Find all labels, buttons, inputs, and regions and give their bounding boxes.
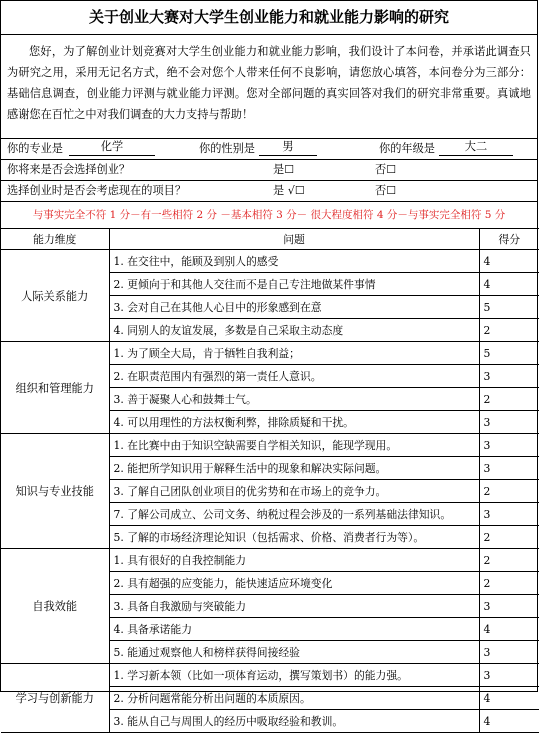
table-row <box>1 342 539 365</box>
score-cell[interactable]: 3 <box>479 365 539 388</box>
score-cell[interactable]: 3 <box>479 503 539 526</box>
score-cell[interactable]: 3 <box>479 664 539 687</box>
question-cell: 4. 可以用理性的方法权衡利弊，排除质疑和干扰。 <box>109 411 479 434</box>
question-cell: 2. 分析问题常能分析出问题的本质原因。 <box>109 687 479 710</box>
q2-label: 选择创业时是否会考虑现在的项目？ <box>7 184 187 197</box>
table-header-row <box>1 229 539 250</box>
score-cell[interactable]: 3 <box>479 434 539 457</box>
question-cell: 3. 具备自我激励与突破能力 <box>109 595 479 618</box>
intro-paragraph: 您好，为了解创业计划竞赛对大学生创业能力和就业能力影响，我们设计了本问卷，并承诺此调查只为研究之用，采用无记名方式，绝不会对您个人带来任何不良影响，请您放心填答，本问卷分为三部分：基础信息调查，创业能力评测与就业能力评测。您对全部问题的真实回答对我们的研究非常重要。真诚地感谢您在百忙之中对我们调查的大力支持与帮助！ <box>7 45 531 121</box>
q2-yes-checkbox[interactable]: 是 √☐ <box>273 184 305 197</box>
page-title: 关于创业大赛对大学生创业能力和就业能力影响的研究 <box>1 1 537 35</box>
score-cell[interactable]: 5 <box>479 342 539 365</box>
header-score: 得分 <box>479 229 539 250</box>
score-cell[interactable]: 2 <box>479 388 539 411</box>
score-cell[interactable]: 5 <box>479 296 539 319</box>
question-cell: 5. 了解的市场经济理论知识（包括需求、价格、消费者行为等）。 <box>109 526 479 549</box>
question-cell: 4. 同别人的友谊发展，多数是自己采取主动态度 <box>109 319 479 342</box>
question-cell: 1. 学习新本领（比如一项体育运动，撰写策划书）的能力强。 <box>109 664 479 687</box>
ability-table <box>1 228 539 733</box>
score-cell[interactable]: 2 <box>479 480 539 503</box>
score-cell[interactable]: 3 <box>479 641 539 664</box>
score-cell[interactable]: 4 <box>479 250 539 273</box>
score-cell[interactable]: 3 <box>479 411 539 434</box>
scoring-scale: 与事实完全不符 1 分－有一些相符 2 分 －基本相符 3 分－ 很大程度相符 4 分－与事实完全相符 5 分 <box>1 201 537 228</box>
dimension-cell: 人际关系能力 <box>1 250 109 342</box>
question-cell: 3. 善于凝聚人心和鼓舞士气。 <box>109 388 479 411</box>
score-cell[interactable]: 2 <box>479 549 539 572</box>
info-row-q2 <box>1 180 537 201</box>
score-cell[interactable]: 3 <box>479 595 539 618</box>
dimension-cell: 知识与专业技能 <box>1 434 109 549</box>
question-cell: 3. 了解自己团队创业项目的优劣势和在市场上的竞争力。 <box>109 480 479 503</box>
score-cell[interactable]: 4 <box>479 710 539 733</box>
question-cell: 2. 更倾向于和其他人交往而不是自己专注地做某件事情 <box>109 273 479 296</box>
question-cell: 7. 了解公司成立、公司文务、纳税过程会涉及的一系列基础法律知识。 <box>109 503 479 526</box>
table-row <box>1 434 539 457</box>
q1-no-checkbox[interactable]: 否☐ <box>375 163 397 176</box>
score-cell[interactable]: 2 <box>479 572 539 595</box>
grade-value[interactable]: 大二 <box>439 139 513 156</box>
dimension-cell: 组织和管理能力 <box>1 342 109 434</box>
grade-label: 你的年级是 <box>379 142 435 155</box>
dimension-cell: 自我效能 <box>1 549 109 664</box>
score-cell[interactable]: 4 <box>479 273 539 296</box>
question-cell: 1. 为了顾全大局，肯于牺牲自我利益； <box>109 342 479 365</box>
question-cell: 2. 具有超强的应变能力，能快速适应环境变化 <box>109 572 479 595</box>
header-dimension: 能力维度 <box>1 229 109 250</box>
header-question: 问题 <box>109 229 479 250</box>
question-cell: 3. 会对自己在其他人心目中的形象感到在意 <box>109 296 479 319</box>
score-cell[interactable]: 2 <box>479 526 539 549</box>
q1-label: 你将来是否会选择创业？ <box>7 163 131 176</box>
table-row <box>1 664 539 687</box>
score-cell[interactable]: 3 <box>479 457 539 480</box>
dimension-cell: 学习与创新能力 <box>1 664 109 733</box>
major-value[interactable]: 化学 <box>69 139 155 156</box>
table-row <box>1 250 539 273</box>
gender-value[interactable]: 男 <box>259 139 317 156</box>
table-row <box>1 549 539 572</box>
info-row-q1 <box>1 159 537 180</box>
question-cell: 1. 在比赛中由于知识空缺需要自学相关知识，能现学现用。 <box>109 434 479 457</box>
question-cell: 5. 能通过观察他人和榜样获得间接经验 <box>109 641 479 664</box>
gender-label: 你的性别是 <box>199 142 255 155</box>
question-cell: 2. 能把所学知识用于解释生活中的现象和解决实际问题。 <box>109 457 479 480</box>
major-label: 你的专业是 <box>7 142 63 155</box>
score-cell[interactable]: 2 <box>479 319 539 342</box>
q1-yes-checkbox[interactable]: 是☐ <box>273 163 295 176</box>
score-cell[interactable]: 4 <box>479 687 539 710</box>
score-cell[interactable]: 4 <box>479 618 539 641</box>
question-cell: 2. 在职责范围内有强烈的第一责任人意识。 <box>109 365 479 388</box>
question-cell: 1. 在交往中，能顾及到别人的感受 <box>109 250 479 273</box>
question-cell: 4. 具备承诺能力 <box>109 618 479 641</box>
table-body <box>1 250 539 733</box>
question-cell: 1. 具有很好的自我控制能力 <box>109 549 479 572</box>
q2-no-checkbox[interactable]: 否☐ <box>375 184 397 197</box>
info-row-basic <box>1 138 537 159</box>
question-cell: 3. 能从自己与周围人的经历中吸取经验和教训。 <box>109 710 479 733</box>
